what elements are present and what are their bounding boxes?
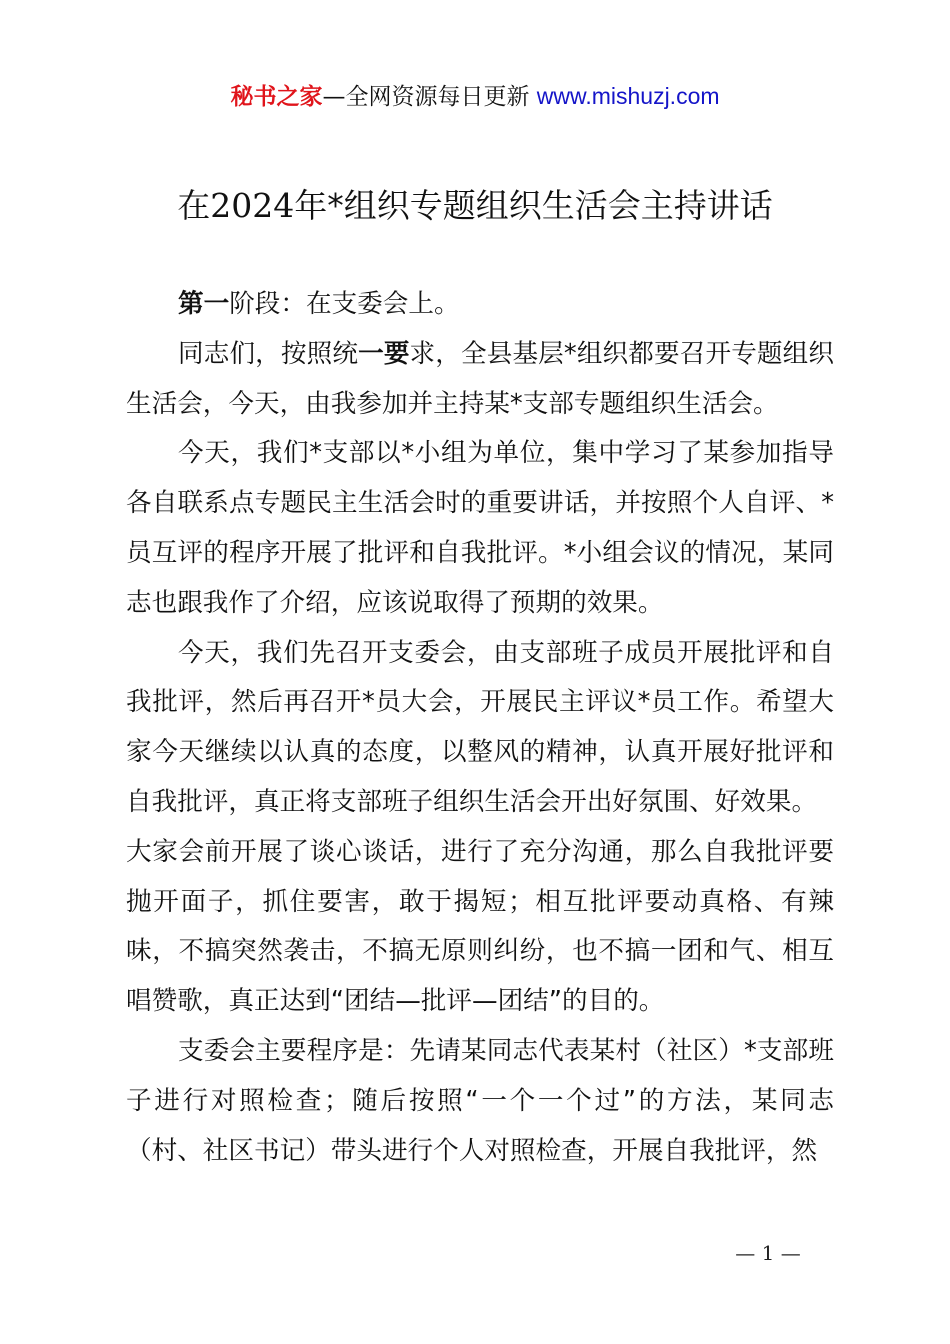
brand-name: 秘书之家 [230, 84, 323, 110]
header-tagline: —全网资源每日更新 [322, 84, 530, 110]
stage-heading-text: 阶段：在支委会上。 [229, 289, 460, 319]
document-title [0, 184, 950, 228]
title-suffix: 年*组织专题组织生活会主持讲话 [294, 186, 773, 225]
document-body [126, 280, 834, 1176]
title-prefix: 在 [177, 186, 211, 225]
paragraph-procedure: 支委会主要程序是：先请某同志代表某村（社区）*支部班子进行对照检查；随后按照“一个一个过”的方法，某同志（村、社区书记）带头进行个人对照检查，开展自我批评，然 [126, 1035, 834, 1166]
paragraph-opening [126, 330, 834, 430]
paragraph-criticism-guidance: 大家会前开展了谈心谈话，进行了充分沟通，那么自我批评要抛开面子，抓住要害，敢于揭短；相互批评要动真格、有辣味，不搞突然袭击，不搞无原则纠纷，也不搞一团和气、相互唱赞歌，真正达到“团结—批评—团结”的目的。 [126, 836, 834, 1017]
paragraph-meeting-plan: 今天，我们先召开支委会，由支部班子成员开展批评和自我批评，然后再召开*员大会，开展民主评议*员工作。希望大家今天继续以认真的态度，以整风的精神，认真开展好批评和自我批评，真正将支部班子组织生活会开出好氛围、好效果。 [126, 637, 834, 817]
stage-heading-bold: 第一 [178, 289, 230, 319]
site-header [0, 80, 950, 113]
opening-text-bold: 一要 [358, 338, 410, 369]
site-url-link[interactable]: www.mishuzj.com [536, 83, 720, 109]
title-year: 2024 [210, 186, 295, 225]
opening-text-after: 求，全县基层*组织都要召开专题组织生活会，今天，由我参加并主持某*支部专题组织生活会。 [126, 338, 834, 419]
opening-text-before: 同志们，按照统 [178, 338, 359, 369]
page-number: — 1 — [735, 1241, 801, 1265]
paragraph-study-summary: 今天，我们*支部以*小组为单位，集中学习了某参加指导各自联系点专题民主生活会时的重要讲话，并按照个人自评、*员互评的程序开展了批评和自我批评。*小组会议的情况，某同志也跟我作了介绍，应该说取得了预期的效果。 [126, 438, 834, 618]
paragraph-stage-heading [126, 280, 834, 330]
